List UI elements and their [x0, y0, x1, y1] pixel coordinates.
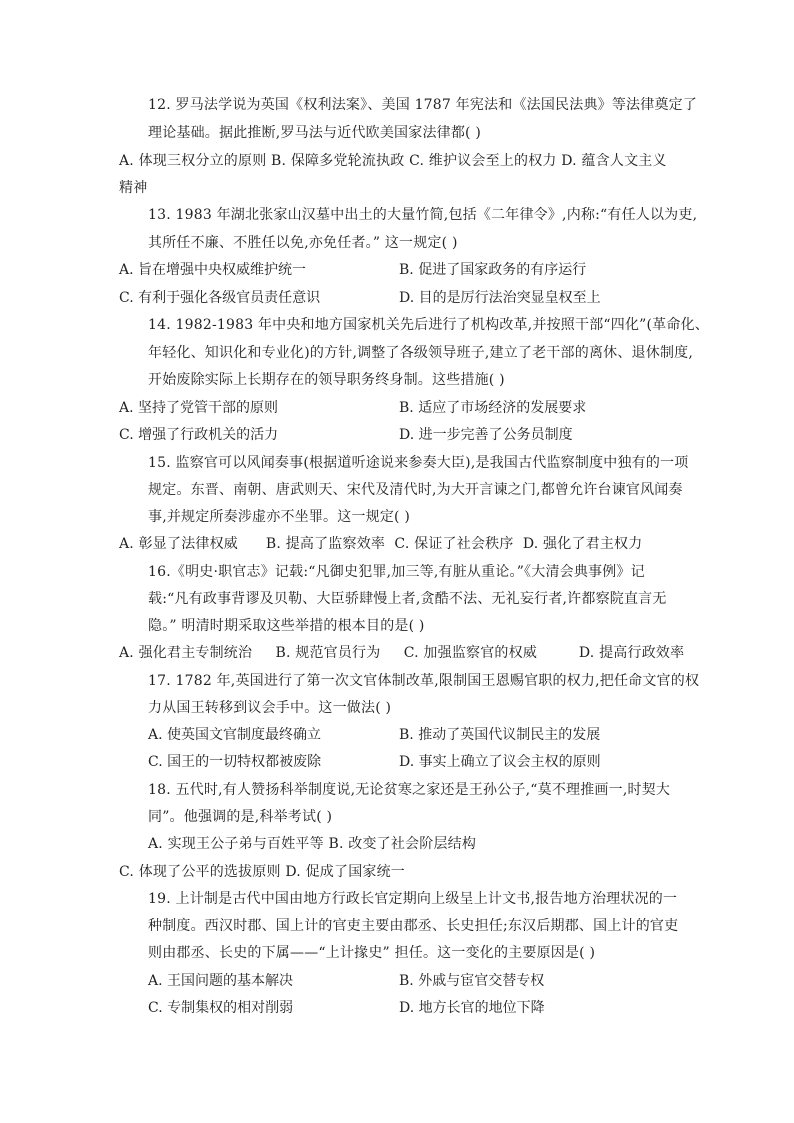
question-17-option-d: D. 事实上确立了议会主权的原则 [399, 754, 601, 770]
question-13-option-a: A. 旨在增强中央权威维护统一 [119, 262, 307, 278]
question-12-stem-line-1: 12. 罗马法学说为英国《权利法案》、美国 1787 年宪法和《法国民法典》等法律奠定了 [148, 97, 698, 113]
question-13-option-b: B. 促进了国家政务的有序运行 [399, 262, 587, 278]
question-14-stem-line-1: 14. 1982-1983 年中央和地方国家机关先后进行了机构改革,并按照干部“四化”(革命化、 [148, 317, 709, 333]
question-19-option-a: A. 王国问题的基本解决 [148, 973, 294, 989]
question-15-options: A. 彰显了法律权威 B. 提高了监察效率 C. 保证了社会秩序 D. 强化了君主权力 [119, 536, 643, 552]
question-13-option-c: C. 有利于强化各级官员责任意识 [119, 290, 321, 306]
question-19-stem-line-1: 19. 上计制是古代中国由地方行政长官定期向上级呈上计文书,报告地方治理状况的一 [148, 891, 678, 907]
question-17-stem-line-2: 力从国王转移到议会手中。这一做法( ) [148, 700, 392, 716]
question-18-stem-line-1: 18. 五代时,有人赞扬科举制度说,无论贫寒之家还是王孙公子,“莫不理推画一,时契大 [148, 782, 671, 798]
question-14-option-c: C. 增强了行政机关的活力 [119, 427, 279, 443]
question-19-stem-line-2: 种制度。西汉时郡、国上计的官吏主要由郡丞、长史担任;东汉后期郡、国上计的官吏 [148, 918, 679, 934]
question-18-options-line-2: C. 体现了公平的选拔原则 D. 促成了国家统一 [119, 864, 405, 880]
question-18-options-line-1: A. 实现王公子弟与百姓平等 B. 改变了社会阶层结构 [148, 836, 477, 852]
question-15-stem-line-2: 规定。东晋、南朝、唐武则天、宋代及清代时,为大开言谏之门,都曾允许台谏官风闻奏 [148, 482, 683, 498]
question-12-options-line-2: 精神 [119, 180, 148, 196]
question-17-stem-line-1: 17. 1782 年,英国进行了第一次文官体制改革,限制国王恩赐官职的权力,把任命文官的权 [148, 673, 700, 689]
question-19-stem-line-3: 则由郡丞、长史的下属——“上计掾史” 担任。这一变化的主要原因是( ) [148, 945, 596, 961]
question-19-option-b: B. 外戚与宦官交替专权 [399, 973, 545, 989]
question-16-options: A. 强化君主专制统治 B. 规范官员行为 C. 加强监察官的权威 D. 提高行政效率 [119, 645, 685, 661]
question-14-option-d: D. 进一步完善了公务员制度 [399, 427, 573, 443]
question-16-stem-line-1: 16.《明史·职官志》记载:“凡御史犯罪,加三等,有脏从重论。”《大清会典事例》记 [148, 564, 645, 580]
question-17-option-a: A. 使英国文官制度最终确立 [148, 727, 322, 743]
question-14-option-b: B. 适应了市场经济的发展要求 [399, 400, 587, 416]
question-16-stem-line-2: 载:“凡有政事背谬及贝勒、大臣骄肆慢上者,贪酷不法、无礼妄行者,许都察院直言无 [148, 591, 667, 607]
question-17-option-b: B. 推动了英国代议制民主的发展 [399, 727, 601, 743]
question-15-stem-line-3: 事,并规定所奏涉虚亦不坐罪。这一规定( ) [148, 509, 411, 525]
question-19-option-c: C. 专制集权的相对削弱 [148, 1000, 294, 1016]
question-13-stem-line-1: 13. 1983 年湖北张家山汉墓中出土的大量竹简,包括《二年律令》,内称:“有任人以为吏, [148, 207, 698, 223]
question-19-option-d: D. 地方长官的地位下降 [399, 1000, 545, 1016]
question-14-option-a: A. 坚持了党管干部的原则 [119, 400, 279, 416]
question-12-options-line-1: A. 体现三权分立的原则 B. 保障多党轮流执政 C. 维护议会至上的权力 D. 蕴含人文主义 [119, 153, 667, 169]
question-12-stem-line-2: 理论基础。据此推断,罗马法与近代欧美国家法律都( ) [148, 125, 482, 141]
question-17-option-c: C. 国王的一切特权都被废除 [148, 754, 322, 770]
question-15-stem-line-1: 15. 监察官可以风闻奏事(根据道听途说来参奏大臣),是我国古代监察制度中独有的一项 [148, 455, 689, 471]
question-14-stem-line-3: 开始废除实际上长期存在的领导职务终身制。这些措施( ) [148, 372, 505, 388]
question-14-stem-line-2: 年轻化、知识化和专业化)的方针,调整了各级领导班子,建立了老干部的离休、退休制度, [148, 345, 694, 361]
question-13-stem-line-2: 其所任不廉、不胜任以免,亦免任者。” 这一规定( ) [148, 235, 458, 251]
question-18-stem-line-2: 同”。他强调的是,科举考试( ) [148, 809, 333, 825]
question-16-stem-line-3: 隐。” 明清时期采取这些举措的根本目的是( ) [148, 618, 425, 634]
question-13-option-d: D. 目的是厉行法治突显皇权至上 [399, 290, 601, 306]
